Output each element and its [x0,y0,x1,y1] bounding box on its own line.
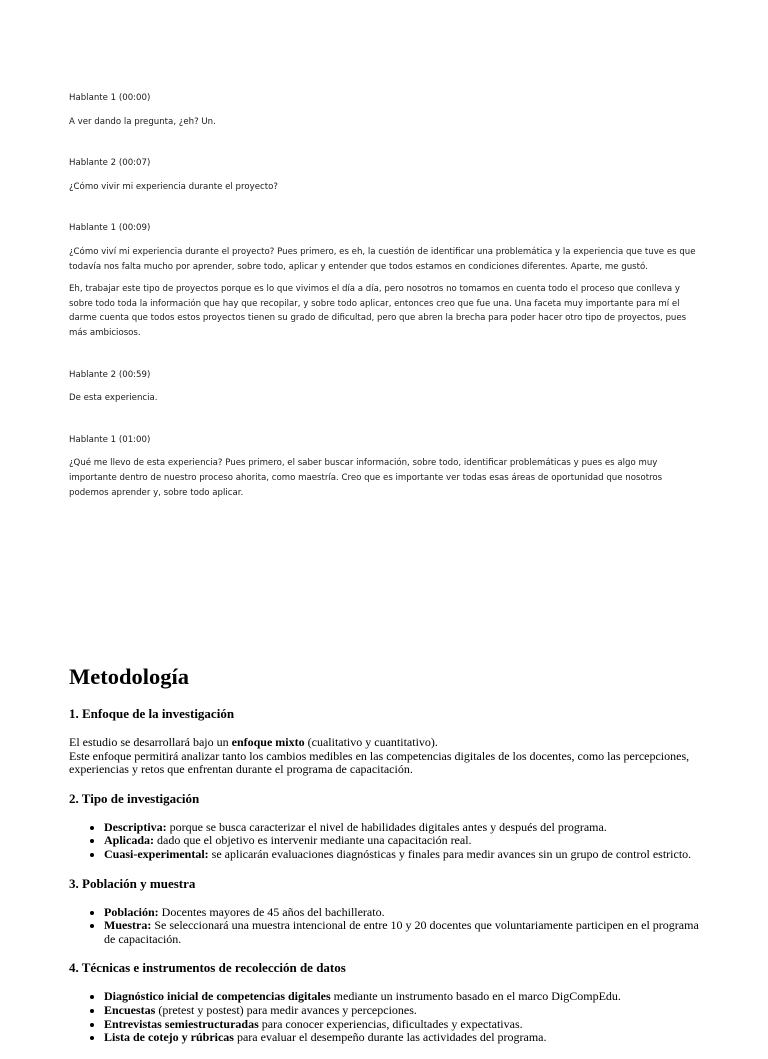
section-heading-type: 2. Tipo de investigación [69,790,200,806]
speaker-label: Hablante 2 (00:07) [69,158,151,169]
speech-paragraph: ¿Qué me llevo de esta experiencia? Pues primero, el saber buscar información, sobre todo, identificar problemáticas y pues es algo muy importante dentro de nuestro proceso ahorita, como maestría. Creo que es importante ver todas esas áreas de oportunidad que nosotros podemos aprender y, sobre todo aplicar. [69,458,663,498]
list-item [104,919,709,946]
approach-text: (cualitativo y cuantitativo). [304,735,438,749]
item-text: Se seleccionará una muestra intencional de entre 10 y 20 docentes que voluntariamente participen en el programa de capacitación. [104,918,699,946]
item-term: Descriptiva: [104,819,167,834]
speech-paragraph: ¿Cómo vivir mi experiencia durante el proyecto? [69,181,278,192]
item-term: Muestra: [104,918,152,933]
transcript-turn [69,221,699,340]
speaker-label: Hablante 1 (01:00) [69,434,151,445]
item-text: mediante un instrumento basado en el marco DigCompEdu. [330,989,621,1004]
item-text: Docentes mayores de 45 años del bachillerato. [158,904,385,919]
type-list [69,821,709,862]
item-text: (pretest y postest) para medir avances y percepciones. [155,1002,417,1017]
speech-paragraph: Eh, trabajar este tipo de proyectos porque es lo que vivimos el día a día, pero nosotros no tomamos en cuenta todo el proceso que conlleva y sobre todo toda la información que hay que recopilar, y sobre todo aplicar, entonces creo que fue una. Una faceta muy importante para mí el darme cuenta que todos estos proyectos tienen su grado de dificultad, pero que abren la brecha para poder hacer otro tipo de proyectos, pues más ambiciosos. [69,284,687,338]
item-term: Diagnóstico inicial de competencias digitales [104,989,331,1004]
item-term: Entrevistas semiestructuradas [104,1016,259,1031]
item-text: para evaluar el desempeño durante las actividades del programa. [233,1030,547,1045]
section-heading-approach: 1. Enfoque de la investigación [69,706,235,721]
speaker-label: Hablante 2 (00:59) [69,369,151,380]
transcript-turn [69,91,699,129]
transcript-turn [69,368,699,406]
population-list [69,906,709,947]
item-term: Lista de cotejo y rúbricas [104,1030,234,1045]
section-heading-techniques: 4. Técnicas e instrumentos de recolección de datos [69,960,346,976]
section-heading-population: 3. Población y muestra [69,875,196,891]
transcript-turn [69,156,699,194]
list-item [104,990,709,1004]
methodology-section [69,662,709,1059]
list-item [104,821,709,835]
item-term: Población: [104,904,159,919]
transcript-turn [69,433,699,500]
item-text: porque se busca caracterizar el nivel de habilidades digitales antes y después del programa. [166,819,607,834]
item-text: dado que el objetivo es intervenir mediante una capacitación real. [154,833,472,848]
speech-paragraph: ¿Cómo viví mi experiencia durante el proyecto? Pues primero, es eh, la cuestión de identificar una problemática y la experiencia que tuve es que todavía nos falta mucho por aprender, sobre todo, aplicar y entender que todos estamos en condiciones diferentes. Aparte, me gustó. [69,246,696,272]
list-item [104,906,709,920]
speech-paragraph: A ver dando la pregunta, ¿eh? Un. [69,116,216,127]
list-item [104,1031,709,1045]
list-item [104,1004,709,1018]
list-item [104,834,709,848]
item-term: Aplicada: [104,833,155,848]
list-item [104,848,709,862]
techniques-list [69,990,709,1044]
transcript [69,91,699,527]
methodology-title: Metodología [69,664,189,689]
speech-paragraph: De esta experiencia. [69,393,158,404]
approach-text: Este enfoque permitirá analizar tanto los cambios medibles en las competencias digitales de los docentes, como las percepciones, experiencias y retos que enfrentan durante el programa de capacitación. [69,748,690,777]
item-text: para conocer experiencias, dificultades y expectativas. [258,1016,523,1031]
item-term: Encuestas [104,1002,156,1017]
approach-bold: enfoque mixto [231,735,305,749]
list-item [104,1018,709,1032]
item-text: se aplicarán evaluaciones diagnósticas y finales para medir avances sin un grupo de control estricto. [208,846,692,861]
approach-paragraph [69,736,709,777]
item-term: Cuasi-experimental: [104,846,209,861]
approach-text: El estudio se desarrollará bajo un [69,735,232,749]
speaker-label: Hablante 1 (00:00) [69,93,151,103]
speaker-label: Hablante 1 (00:09) [69,223,151,234]
